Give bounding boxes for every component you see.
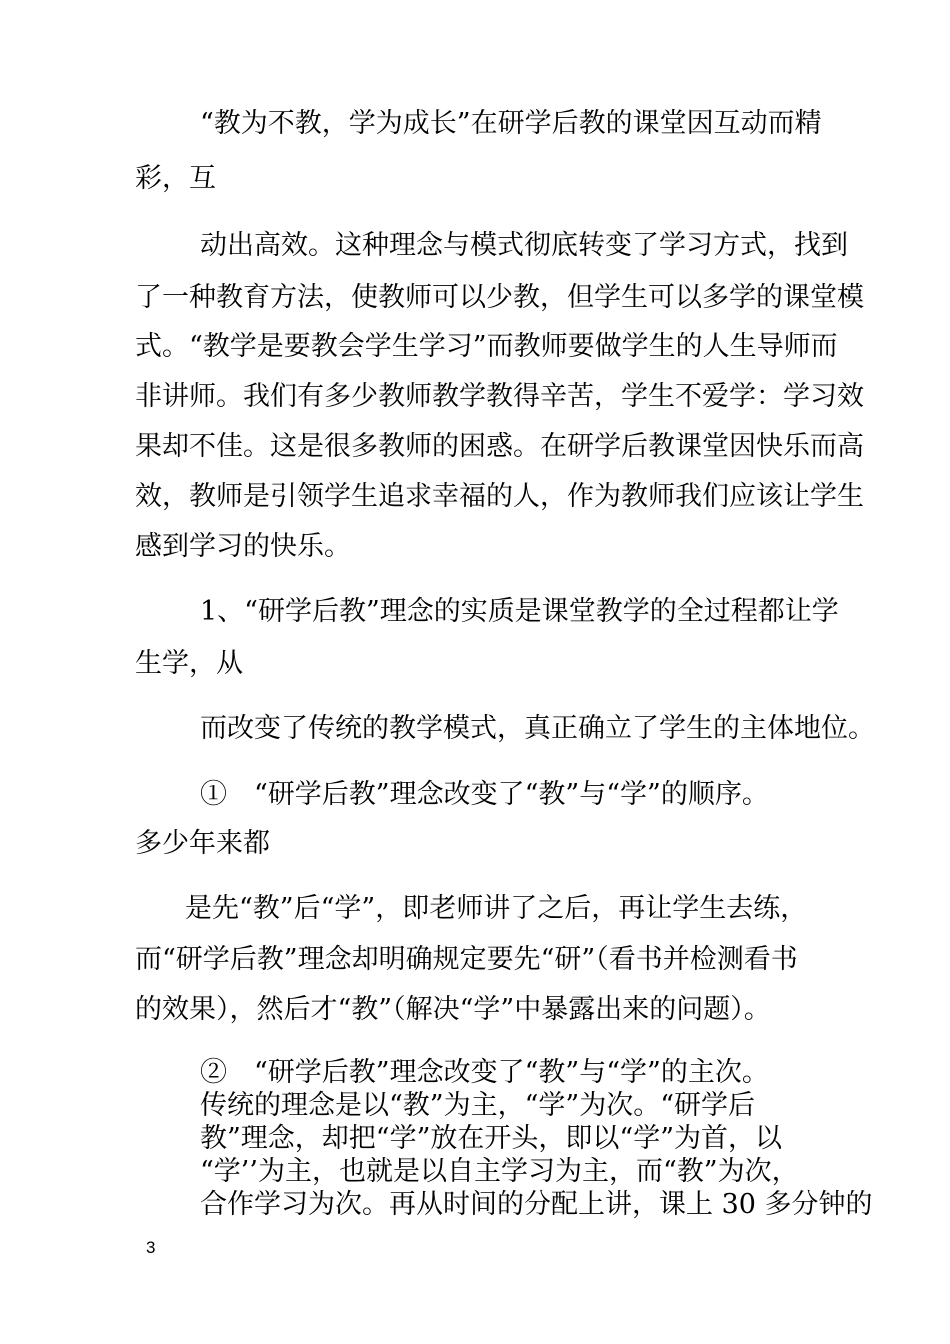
paragraph-6-line-3: 的效果），然后才“教”（解决“学”中暴露出来的问题）。 xyxy=(135,994,771,1025)
paragraph-6-line-1: 是先“教”后“学”，即老师讲了之后，再让学生去练， xyxy=(185,893,808,924)
paragraph-6-line-2: 而“研学后教”理念却明确规定要先“研”（看书并检测看书 xyxy=(135,944,798,975)
paragraph-7-line-2: 传统的理念是以“教”为主，“学”为次。“研学后 xyxy=(200,1090,756,1121)
paragraph-1-line-1: “教为不教，学为成长”在研学后教的课堂因互动而精 xyxy=(200,108,822,139)
paragraph-2-line-1: 动出高效。这种理念与模式彻底转变了学习方式，找到 xyxy=(200,230,848,261)
paragraph-5-line-1: ① “研学后教”理念改变了“教”与“学”的顺序。 xyxy=(200,779,769,810)
paragraph-2-line-4: 非讲师。我们有多少教师教学教得辛苦，学生不爱学：学习效 xyxy=(135,381,864,412)
paragraph-7-line-5: 合作学习为次。再从时间的分配上讲，课上 30 多分钟的 xyxy=(200,1189,873,1220)
paragraph-3-line-2: 生学，从 xyxy=(135,648,243,679)
paragraph-2-line-5: 果却不佳。这是很多教师的困惑。在研学后教课堂因快乐而高 xyxy=(135,431,864,462)
paragraph-1-line-2: 彩，互 xyxy=(135,163,216,194)
paragraph-2-line-2: 了一种教育方法，使教师可以少教，但学生可以多学的课堂模 xyxy=(135,282,864,313)
paragraph-2-line-3: 式。“教学是要教会学生学习”而教师要做学生的人生导师而 xyxy=(135,331,838,362)
paragraph-5-line-2: 多少年来都 xyxy=(135,828,270,859)
page-number: 3 xyxy=(146,1238,156,1257)
paragraph-7-line-4: “学’’为主，也就是以自主学习为主，而“教”为次， xyxy=(200,1156,799,1187)
paragraph-3-line-1: 1、“研学后教”理念的实质是课堂教学的全过程都让学 xyxy=(200,596,839,627)
paragraph-2-line-6: 效，教师是引领学生追求幸福的人，作为教师我们应该让学生 xyxy=(135,481,864,512)
paragraph-7-line-3: 教”理念，却把“学”放在开头，即以“学”为首，以 xyxy=(200,1123,783,1154)
paragraph-4-line-1: 而改变了传统的教学模式，真正确立了学生的主体地位。 xyxy=(200,713,875,744)
paragraph-2-line-7: 感到学习的快乐。 xyxy=(135,531,351,562)
paragraph-7-line-1: ② “研学后教”理念改变了“教”与“学”的主次。 xyxy=(200,1057,769,1088)
